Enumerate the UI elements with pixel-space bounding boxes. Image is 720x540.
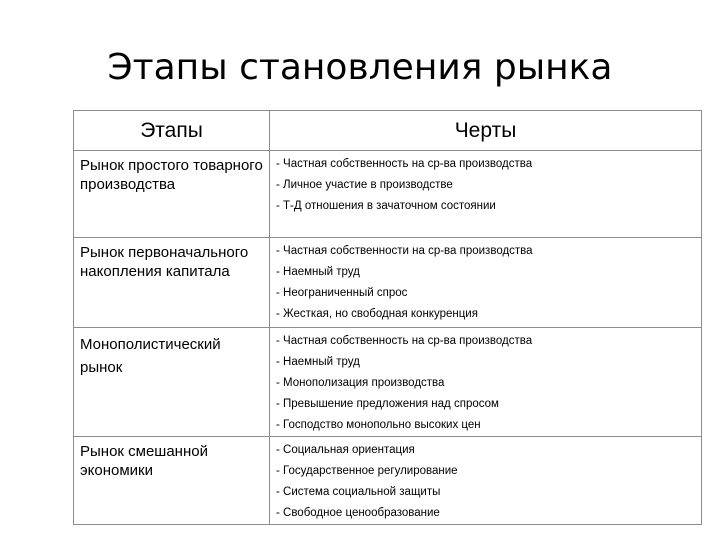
feature-item: - Личное участие в производстве [276,179,453,191]
feature-list [276,241,697,325]
stage-name: Рынок смешанной экономики [74,437,270,525]
feature-item: - Частная собственность на ср-ва производства [276,335,533,347]
table-row [74,238,702,328]
feature-item: - Социальная ориентация [276,444,415,456]
feature-item: - Частная собственности на ср-ва производства [276,245,533,257]
stages-table [73,110,702,525]
header-stages: Этапы [74,111,270,151]
stage-name: Рынок простого товарного производства [74,151,270,238]
table-header-row [74,111,702,151]
features-cell [270,328,702,437]
feature-item: - Жесткая, но свободная конкуренция [276,308,478,320]
table-row [74,437,702,525]
feature-list [276,331,697,436]
feature-item: - Наемный труд [276,356,360,368]
feature-item: - Государственное регулирование [276,465,458,477]
feature-item: - Господство монопольно высоких цен [276,419,481,431]
stage-name: Рынок первоначального накопления капитала [74,238,270,328]
feature-list [276,440,697,524]
feature-item: - Система социальной защиты [276,486,441,498]
features-cell [270,151,702,238]
slide-title: Этапы становления рынка [107,47,613,88]
feature-item: - Частная собственность на ср-ва производства [276,158,533,170]
features-cell [270,238,702,328]
feature-list [276,154,697,217]
header-features: Черты [270,111,702,151]
feature-item: - Наемный труд [276,266,360,278]
feature-item: - Превышение предложения над спросом [276,398,499,410]
stage-name: Монополистический рынок [74,328,270,437]
table-row [74,328,702,437]
feature-item: - Свободное ценообразование [276,507,440,519]
table-row [74,151,702,238]
features-cell [270,437,702,525]
feature-item: - Т-Д отношения в зачаточном состоянии [276,200,496,212]
feature-item: - Монополизация производства [276,377,445,389]
feature-item: - Неограниченный спрос [276,287,408,299]
